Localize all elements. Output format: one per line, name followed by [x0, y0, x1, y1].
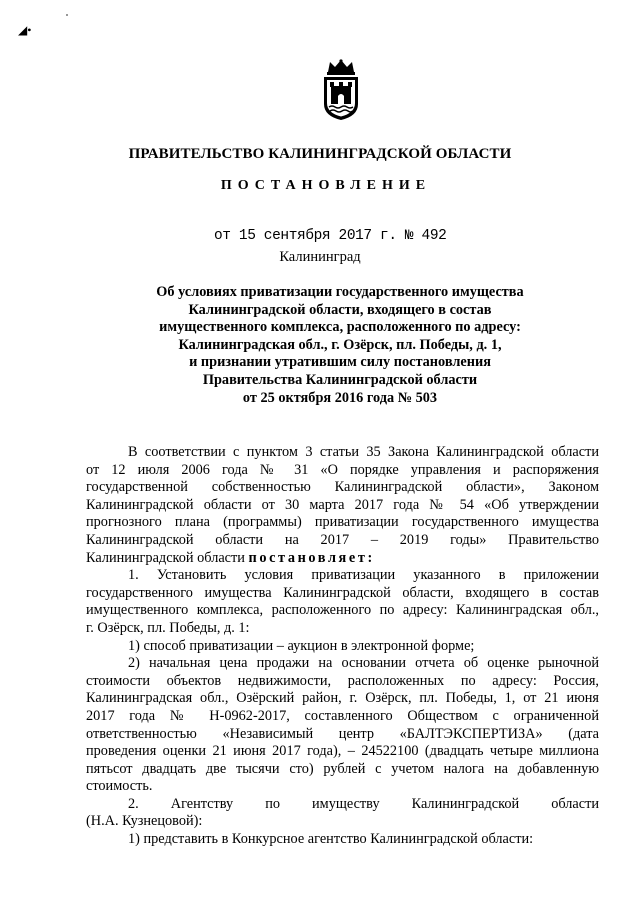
body-line: Калининградской области на 2017 – 2019 годы» Правительство	[86, 531, 599, 548]
government-title: ПРАВИТЕЛЬСТВО КАЛИНИНГРАДСКОЙ ОБЛАСТИ	[128, 146, 512, 162]
resolves-keyword: постановляет:	[248, 549, 375, 566]
subject-line: от 25 октября 2016 года № 503	[242, 389, 438, 406]
body-line: Калининградская обл., Озёрский район, г. Озёрск, пл. Победы, 1, от 21 июня	[86, 690, 599, 707]
body-line: стоимость.	[86, 778, 153, 795]
body-line	[86, 550, 599, 568]
subject-line: Правительства Калининградской области	[202, 371, 478, 388]
body-line: государственной собственностью Калининградской области», Законом	[86, 479, 599, 496]
body-line: Калининградской области от 30 марта 2017 года № 54 «Об утверждении	[86, 496, 599, 513]
body-line: стоимости объектов недвижимости, расположенных по адресу: Россия,	[86, 672, 599, 689]
body-line: 1. Установить условия приватизации указанного в приложении	[128, 567, 599, 584]
subject-line: имущественного комплекса, расположенного по адресу:	[159, 319, 521, 336]
scan-mark: ◢•	[18, 23, 32, 37]
document-type-heading: ПОСТАНОВЛЕНИЕ	[220, 178, 432, 193]
scan-dot	[66, 14, 68, 16]
body-line: государственного имущества Калининградской области, входящего в состав	[86, 584, 599, 601]
document-body	[86, 444, 599, 849]
body-line: 2) начальная цена продажи на основании отчета об оценке рыночной	[128, 655, 599, 672]
document-subject	[80, 284, 600, 407]
body-line: ответственностью «Независимый центр «БАЛТЭКСПЕРТИЗА» (дата	[86, 725, 599, 742]
body-line: 1) представить в Конкурсное агентство Калининградской области:	[128, 831, 534, 848]
subject-line: Калининградская обл., г. Озёрск, пл. Победы, д. 1,	[178, 336, 502, 353]
body-line: имущественного комплекса, расположенного по адресу: Калининградская обл.,	[86, 602, 599, 619]
coat-of-arms-emblem	[318, 58, 364, 122]
body-line: 2. Агентству по имуществу Калининградской области	[128, 795, 599, 812]
body-line: г. Озёрск, пл. Победы, д. 1:	[86, 619, 250, 636]
subject-line: Об условиях приватизации государственного имущества	[156, 284, 524, 300]
body-line: 2017 года № Н-0962-2017, составленного Обществом с ограниченной	[86, 707, 599, 724]
body-line: прогнозного плана (программы) приватизации государственного имущества	[86, 514, 599, 531]
body-line: 1) способ приватизации – аукцион в электронной форме;	[128, 637, 475, 654]
subject-line: и признании утратившим силу постановления	[189, 354, 491, 371]
body-text: Калининградской области	[86, 549, 245, 566]
subject-line: Калининградской области, входящего в состав	[188, 301, 492, 318]
body-line: проведения оценки 21 июня 2017 года), – 24522100 (двадцать четыре миллиона	[86, 743, 599, 760]
body-line: (Н.А. Кузнецовой):	[86, 813, 203, 830]
body-line: пятьсот двадцать две тысячи сто) рублей с учетом налога на добавленную	[86, 760, 599, 777]
body-line: от 12 июля 2006 года № 31 «О порядке управления и распоряжения	[86, 461, 599, 478]
city: Калининград	[279, 249, 361, 265]
body-line: В соответствии с пунктом 3 статьи 35 Закона Калининградской области	[128, 444, 599, 460]
date-and-number: от 15 сентября 2017 г. № 492	[214, 228, 447, 244]
